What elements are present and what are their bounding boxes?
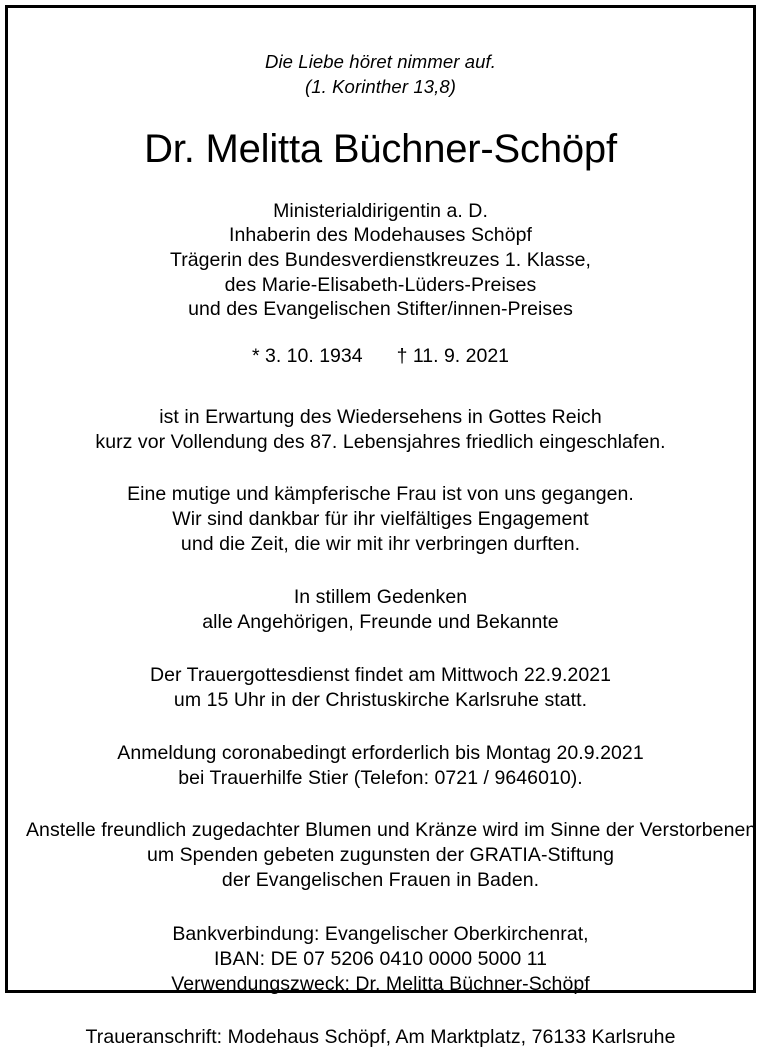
deceased-name: Dr. Melitta Büchner-Schöpf [144, 127, 617, 171]
epigraph-source: (1. Korinther 13,8) [304, 76, 456, 97]
honorific-line: Trägerin des Bundesverdienstkreuzes 1. Klasse, [169, 248, 592, 271]
obituary-content [8, 8, 757, 1050]
mourners-line: alle Angehörigen, Freunde und Bekannte [202, 610, 559, 633]
epigraph [26, 49, 735, 99]
honorifics-block [26, 199, 735, 322]
honorific-line: und des Evangelischen Stifter/innen-Preises [188, 298, 573, 321]
obituary-card [5, 5, 757, 1048]
epigraph-quote: Die Liebe höret nimmer auf. [265, 51, 496, 72]
passing-block [26, 405, 735, 455]
donations-line: der Evangelischen Frauen in Baden. [221, 868, 540, 891]
donations-block [26, 818, 757, 893]
birth-date-value: 3. 10. 1934 [265, 344, 363, 367]
bank-details-block [26, 922, 735, 997]
honorific-line: Inhaberin des Modehauses Schöpf [229, 224, 532, 247]
service-line: um 15 Uhr in der Christuskirche Karlsruhe statt. [173, 688, 588, 711]
honorific-line: Ministerialdirigentin a. D. [273, 199, 488, 222]
death-date [397, 345, 509, 367]
registration-block [26, 741, 735, 791]
tribute-block [26, 482, 735, 557]
donations-line: Anstelle freundlich zugedachter Blumen und Kränze wird im Sinne der Verstorbenen [26, 818, 757, 841]
passing-line: ist in Erwartung des Wiedersehens in Gottes Reich [159, 405, 602, 428]
service-line: Der Trauergottesdienst findet am Mittwoch 22.9.2021 [149, 663, 612, 686]
tribute-line: Wir sind dankbar für ihr vielfältiges Engagement [172, 507, 589, 530]
service-block [26, 663, 735, 713]
mourning-address-block [26, 1025, 735, 1050]
birth-date [252, 345, 363, 367]
mourning-address-line: Traueranschrift: Modehaus Schöpf, Am Marktplatz, 76133 Karlsruhe [85, 1025, 676, 1048]
death-date-value: 11. 9. 2021 [412, 344, 510, 367]
tribute-line: Eine mutige und kämpferische Frau ist von uns gegangen. [127, 482, 634, 505]
tribute-line: und die Zeit, die wir mit ihr verbringen durften. [180, 532, 581, 555]
bank-line: Bankverbindung: Evangelischer Oberkirchenrat, [172, 922, 589, 945]
life-dates [26, 343, 735, 369]
donations-line: um Spenden gebeten zugunsten der GRATIA-Stiftung [146, 843, 615, 866]
bank-reference: Verwendungszweck: Dr. Melitta Büchner-Schöpf [171, 972, 590, 995]
registration-line: bei Trauerhilfe Stier (Telefon: 0721 / 9646010). [178, 766, 583, 789]
birth-symbol-asterisk-icon: * [251, 344, 260, 367]
passing-line: kurz vor Vollendung des 87. Lebensjahres friedlich eingeschlafen. [95, 430, 666, 453]
honorific-line: des Marie-Elisabeth-Lüders-Preises [224, 273, 537, 296]
death-symbol-cross-icon: † [396, 344, 408, 367]
bank-iban: IBAN: DE 07 5206 0410 0000 5000 11 [213, 947, 548, 970]
registration-line: Anmeldung coronabedingt erforderlich bis Montag 20.9.2021 [117, 741, 644, 764]
mourners-line: In stillem Gedenken [293, 585, 468, 608]
mourners-block [26, 585, 735, 635]
